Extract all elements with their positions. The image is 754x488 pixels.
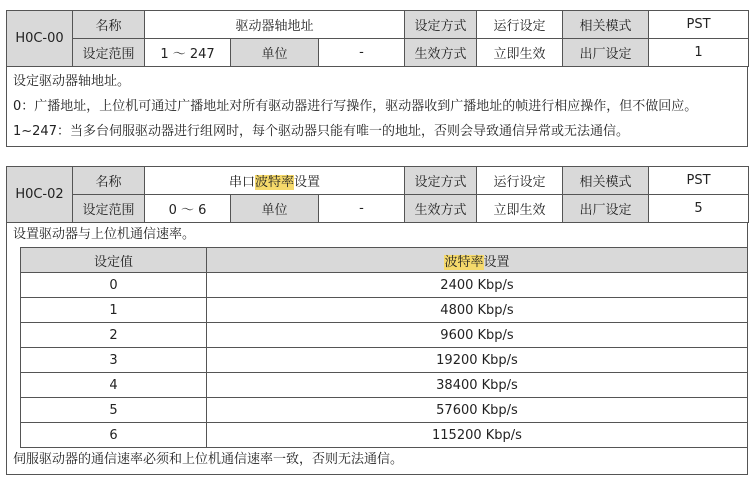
cell-rate: 57600 Kbp/s — [207, 398, 748, 423]
cell-rate: 19200 Kbp/s — [207, 348, 748, 373]
param-table-h0c-02 — [6, 166, 749, 223]
table-row — [21, 323, 748, 348]
effect-value: 立即生效 — [477, 195, 563, 223]
default-label: 出厂设定 — [563, 39, 649, 67]
cell-value: 5 — [21, 398, 207, 423]
column-header-value: 设定值 — [21, 248, 207, 273]
default-value: 5 — [649, 195, 749, 223]
cell-value: 1 — [21, 298, 207, 323]
cell-value: 0 — [21, 273, 207, 298]
param-name-highlight: 波特率 — [255, 175, 295, 190]
table-row — [21, 373, 748, 398]
cell-rate: 9600 Kbp/s — [207, 323, 748, 348]
set-mode-value: 运行设定 — [477, 11, 563, 39]
related-mode-label: 相关模式 — [563, 167, 649, 195]
table-row — [21, 423, 748, 448]
range-label: 设定范围 — [73, 39, 145, 67]
param-name: 驱动器轴地址 — [145, 11, 405, 39]
table-row — [21, 398, 748, 423]
param-name — [145, 167, 405, 195]
name-label: 名称 — [73, 11, 145, 39]
table-row — [21, 298, 748, 323]
param-code: H0C-00 — [7, 11, 73, 67]
cell-value: 2 — [21, 323, 207, 348]
cell-rate: 2400 Kbp/s — [207, 273, 748, 298]
related-mode-label: 相关模式 — [563, 11, 649, 39]
default-value: 1 — [649, 39, 749, 67]
param-name-prefix: 串口 — [228, 175, 255, 190]
name-label: 名称 — [73, 167, 145, 195]
baud-rate-table — [20, 247, 748, 448]
cell-rate: 115200 Kbp/s — [207, 423, 748, 448]
set-mode-label: 设定方式 — [405, 167, 477, 195]
table-row — [21, 273, 748, 298]
column-header-rate — [207, 248, 748, 273]
range-value: 1 ～ 247 — [145, 39, 231, 67]
param-description — [6, 67, 748, 147]
param-table-h0c-00 — [6, 10, 749, 67]
unit-label: 单位 — [231, 39, 319, 67]
unit-value: - — [319, 39, 405, 67]
range-label: 设定范围 — [73, 195, 145, 223]
cell-value: 6 — [21, 423, 207, 448]
desc-line: 设定驱动器轴地址。 — [13, 74, 131, 89]
unit-label: 单位 — [231, 195, 319, 223]
effect-value: 立即生效 — [477, 39, 563, 67]
param-code: H0C-02 — [7, 167, 73, 223]
related-mode-value: PST — [649, 167, 749, 195]
desc-line: 0：广播地址，上位机可通过广播地址对所有驱动器进行写操作，驱动器收到广播地址的帧进行相应操作，但不做回应。 — [13, 99, 698, 114]
desc-line: 1~247：当多台伺服驱动器进行组网时，每个驱动器只能有唯一的地址，否则会导致通信异常或无法通信。 — [13, 124, 629, 139]
unit-value: - — [319, 195, 405, 223]
cell-rate: 4800 Kbp/s — [207, 298, 748, 323]
desc-line: 设置驱动器与上位机通信速率。 — [13, 227, 196, 242]
table-row — [21, 348, 748, 373]
effect-label: 生效方式 — [405, 195, 477, 223]
param-name-suffix: 设置 — [294, 175, 321, 190]
cell-rate: 38400 Kbp/s — [207, 373, 748, 398]
set-mode-label: 设定方式 — [405, 11, 477, 39]
set-mode-value: 运行设定 — [477, 167, 563, 195]
param-description — [6, 223, 748, 475]
column-header-rate-suffix: 设置 — [483, 254, 510, 270]
default-label: 出厂设定 — [563, 195, 649, 223]
cell-value: 4 — [21, 373, 207, 398]
effect-label: 生效方式 — [405, 39, 477, 67]
column-header-rate-highlight: 波特率 — [444, 254, 484, 270]
range-value: 0 ～ 6 — [145, 195, 231, 223]
param-block-h0c-02 — [6, 166, 748, 475]
related-mode-value: PST — [649, 11, 749, 39]
footer-note: 伺服驱动器的通信速率必须和上位机通信速率一致，否则无法通信。 — [13, 452, 404, 467]
cell-value: 3 — [21, 348, 207, 373]
param-block-h0c-00 — [6, 10, 748, 147]
